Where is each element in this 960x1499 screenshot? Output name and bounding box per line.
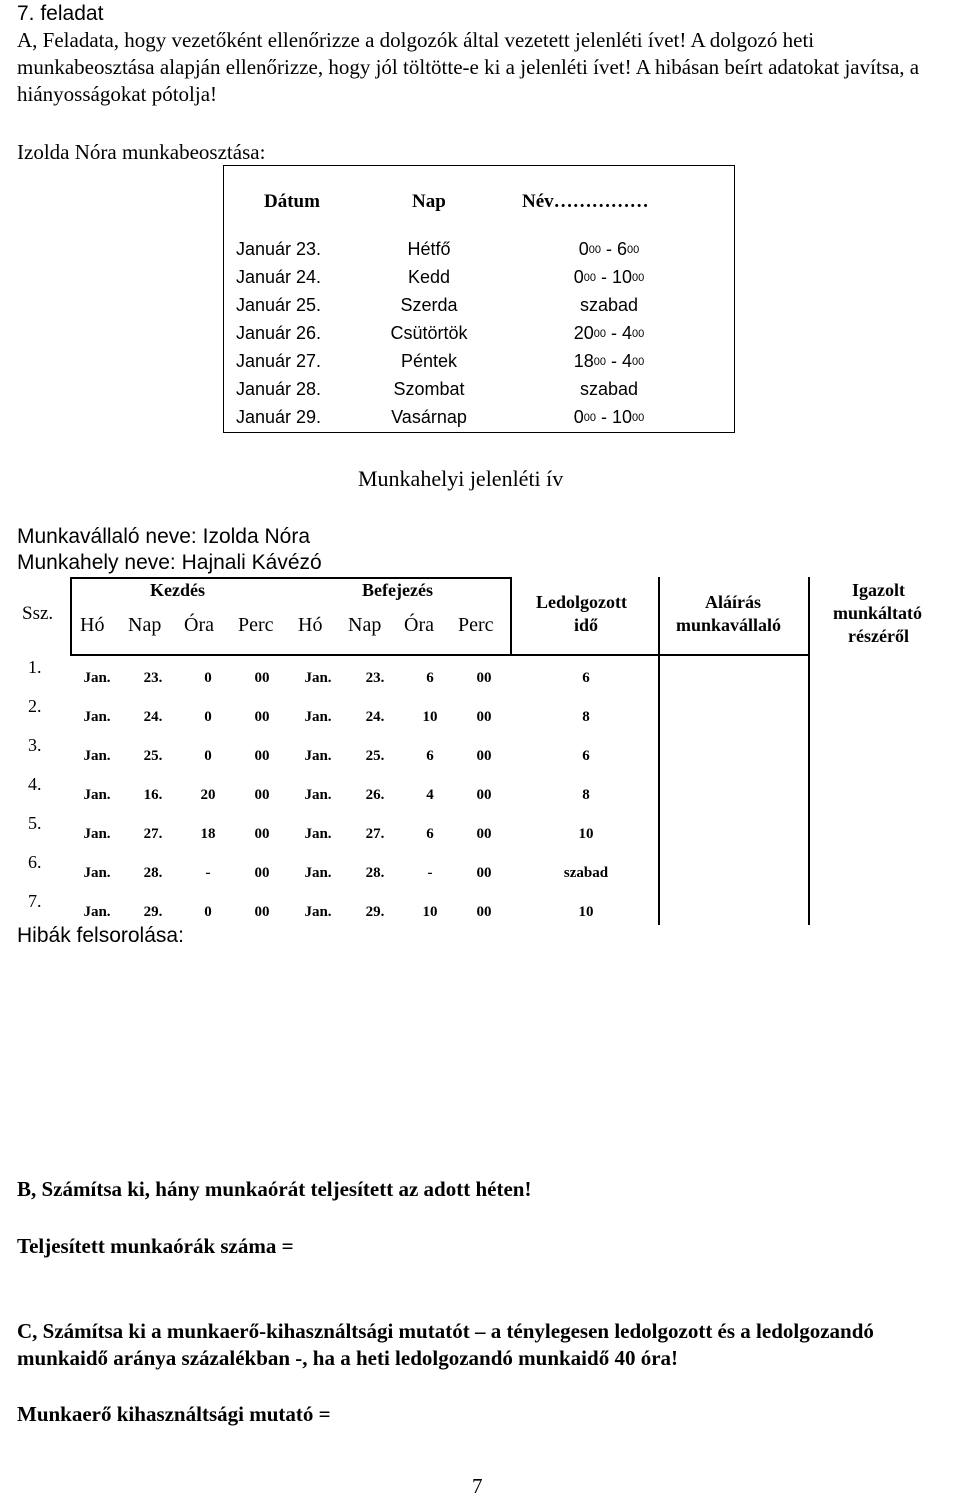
table-cell: 0	[204, 748, 212, 764]
schedule-time-t2: 4	[622, 351, 633, 371]
table-cell: Jan.	[304, 748, 332, 764]
schedule-date: Január 25.	[236, 295, 322, 315]
header-bottom-line	[70, 654, 810, 656]
table-cell: 18	[200, 826, 216, 842]
schedule-time-t1: 0	[573, 407, 584, 427]
schedule-time-sep: -	[606, 351, 622, 371]
table-cell: Jan.	[83, 865, 111, 881]
cert-header-2: munkáltató	[833, 603, 923, 623]
schedule-header-day: Nap	[412, 191, 446, 212]
schedule-time-t1: 18	[573, 351, 594, 371]
schedule-date: Január 29.	[236, 407, 322, 427]
task-intro: A, Feladata, hogy vezetőként ellenőrizze a dolgozók által vezetett jelenléti ívet! A dolgozó heti munkabeosztása alapján ellenőrizze, hogy jól töltötte-e ki a jelenléti ívet! A hibásan beírt adatokat javítsa, a hiányosságokat pótolja!	[17, 28, 920, 106]
table-cell: 00	[254, 826, 270, 842]
worked-header-1: Ledolgozott	[536, 592, 627, 612]
schedule-label: Izolda Nóra munkabeosztása:	[17, 140, 266, 164]
table-cell: Jan.	[83, 748, 111, 764]
table-cell: Jan.	[304, 826, 332, 842]
table-cell: 00	[476, 865, 492, 881]
grid-vline	[808, 577, 810, 925]
schedule-day: Szerda	[400, 295, 458, 315]
table-cell: Jan.	[83, 787, 111, 803]
table-cell: 24.	[365, 709, 385, 725]
schedule-row	[224, 379, 736, 407]
row-number: 7.	[28, 891, 42, 911]
table-cell: Jan.	[304, 787, 332, 803]
schedule-time-t1s: 00	[583, 412, 596, 424]
schedule-time	[529, 295, 689, 316]
schedule-header-name: Név……………	[522, 191, 649, 212]
schedule-time-sep: -	[606, 323, 622, 343]
schedule-date: Január 26.	[236, 323, 322, 343]
schedule-time-t1: 0	[573, 267, 584, 287]
schedule-time-t2s: 00	[632, 272, 645, 284]
table-cell: Jan.	[304, 865, 332, 881]
schedule-time-t2s: 00	[627, 244, 640, 256]
table-cell: 00	[254, 709, 270, 725]
table-cell: -	[427, 865, 433, 881]
schedule-time	[529, 379, 689, 400]
schedule-day: Szombat	[393, 379, 465, 399]
table-cell: 16.	[143, 787, 163, 803]
table-cell: Jan.	[83, 904, 111, 920]
worked-time-cell: 8	[582, 787, 590, 803]
table-cell: Jan.	[304, 709, 332, 725]
table-cell: 6	[426, 826, 434, 842]
row-number: 3.	[28, 735, 42, 755]
schedule-time-sep: -	[595, 267, 612, 287]
schedule-row	[224, 239, 736, 267]
schedule-time-t1s: 00	[588, 244, 601, 256]
table-cell: 23.	[365, 670, 385, 686]
table-cell: 00	[476, 826, 492, 842]
schedule-time-t2: 10	[611, 407, 633, 427]
schedule-time-text: szabad	[579, 379, 639, 399]
schedule-time-t1s: 00	[593, 328, 606, 340]
schedule-time-sep: -	[601, 239, 617, 259]
cert-header-1: Igazolt	[852, 580, 905, 600]
page-number: 7	[472, 1474, 483, 1498]
table-cell: 25.	[365, 748, 385, 764]
schedule-time	[529, 351, 689, 372]
column-header: Óra	[184, 614, 214, 636]
column-header: Perc	[458, 614, 494, 636]
table-cell: Jan.	[83, 670, 111, 686]
row-number: 6.	[28, 852, 42, 872]
task-title: 7. feladat	[17, 2, 104, 25]
table-cell: 24.	[143, 709, 163, 725]
table-cell: 00	[476, 904, 492, 920]
table-cell: 20	[200, 787, 216, 803]
part-b-answer-label: Teljesített munkaórák száma =	[17, 1234, 294, 1258]
table-cell: 0	[204, 670, 212, 686]
worked-time-cell: szabad	[563, 865, 609, 881]
worked-time-cell: 10	[578, 826, 594, 842]
schedule-date: Január 28.	[236, 379, 322, 399]
schedule-day: Péntek	[400, 351, 458, 371]
schedule-row	[224, 323, 736, 351]
schedule-row	[224, 407, 736, 435]
table-cell: Jan.	[83, 709, 111, 725]
errors-label: Hibák felsorolása:	[17, 924, 184, 947]
part-b-question: B, Számítsa ki, hány munkaórát teljesített az adott héten!	[17, 1177, 532, 1201]
grid-vline	[70, 577, 72, 654]
row-number: 1.	[28, 657, 42, 677]
grid-vline	[658, 577, 660, 925]
table-cell: 0	[204, 709, 212, 725]
column-header: Óra	[404, 614, 434, 636]
worked-time-cell: 6	[582, 670, 590, 686]
worked-time-cell: 6	[582, 748, 590, 764]
table-cell: 00	[254, 787, 270, 803]
table-cell: 00	[476, 670, 492, 686]
table-cell: 4	[426, 787, 434, 803]
schedule-time-t1s: 00	[583, 272, 596, 284]
schedule-date: Január 23.	[236, 239, 322, 259]
column-header: Hó	[298, 614, 323, 636]
schedule-time-t2: 6	[617, 239, 628, 259]
table-cell: Jan.	[83, 826, 111, 842]
table-cell: 10	[422, 709, 438, 725]
schedule-time	[529, 267, 689, 288]
table-cell: 00	[254, 865, 270, 881]
schedule-time-t2: 4	[622, 323, 633, 343]
table-cell: Jan.	[304, 670, 332, 686]
table-cell: 00	[476, 748, 492, 764]
worked-time-cell: 10	[578, 904, 594, 920]
row-number: 4.	[28, 774, 42, 794]
schedule-time-t1: 0	[578, 239, 589, 259]
attendance-title: Munkahelyi jelenléti ív	[358, 466, 564, 491]
cert-header-3: részéről	[848, 626, 909, 646]
schedule-time	[529, 239, 689, 260]
schedule-time-t1s: 00	[593, 356, 606, 368]
table-cell: 00	[476, 787, 492, 803]
ssz-header: Ssz.	[22, 603, 54, 624]
schedule-table	[223, 165, 735, 433]
table-cell: 0	[204, 904, 212, 920]
schedule-header-date: Dátum	[264, 191, 320, 212]
worked-header-2: idő	[574, 615, 599, 635]
table-cell: 6	[426, 748, 434, 764]
start-header: Kezdés	[150, 580, 205, 600]
sign-header-1: Aláírás	[705, 592, 761, 612]
schedule-time-t1: 20	[573, 323, 594, 343]
sign-header-2: munkavállaló	[676, 615, 782, 635]
employee-name: Munkavállaló neve: Izolda Nóra	[17, 525, 310, 548]
schedule-time	[529, 323, 689, 344]
header-top-line	[70, 577, 510, 579]
schedule-day: Vasárnap	[391, 407, 467, 427]
schedule-day: Hétfő	[407, 239, 451, 259]
worked-time-cell: 8	[582, 709, 590, 725]
table-cell: 6	[426, 670, 434, 686]
schedule-row	[224, 351, 736, 379]
schedule-time-sep: -	[595, 407, 612, 427]
table-cell: 26.	[365, 787, 385, 803]
schedule-row	[224, 295, 736, 323]
table-cell: 27.	[365, 826, 385, 842]
column-header: Perc	[238, 614, 274, 636]
workplace-name: Munkahely neve: Hajnali Kávézó	[17, 551, 322, 574]
table-cell: 28.	[365, 865, 385, 881]
row-number: 2.	[28, 696, 42, 716]
table-cell: 27.	[143, 826, 163, 842]
schedule-day: Kedd	[407, 267, 451, 287]
column-header: Nap	[128, 614, 162, 636]
schedule-time-t2s: 00	[632, 356, 645, 368]
schedule-row	[224, 267, 736, 295]
table-cell: 25.	[143, 748, 163, 764]
table-cell: 10	[422, 904, 438, 920]
table-cell: 00	[254, 670, 270, 686]
grid-vline	[510, 577, 512, 654]
schedule-time-t2s: 00	[632, 412, 645, 424]
schedule-time-t2: 10	[611, 267, 633, 287]
row-number: 5.	[28, 813, 42, 833]
schedule-time	[529, 407, 689, 428]
table-cell: 29.	[365, 904, 385, 920]
table-cell: 00	[254, 904, 270, 920]
part-c-question: C, Számítsa ki a munkaerő-kihasználtsági mutatót – a ténylegesen ledolgozott és a ledolgozandó munkaidő aránya százalékban -, ha a heti ledolgozandó munkaidő 40 óra!	[17, 1319, 874, 1370]
table-cell: -	[205, 865, 211, 881]
schedule-date: Január 27.	[236, 351, 322, 371]
schedule-time-text: szabad	[579, 295, 639, 315]
table-cell: 29.	[143, 904, 163, 920]
table-cell: 23.	[143, 670, 163, 686]
column-header: Hó	[80, 614, 105, 636]
column-header: Nap	[348, 614, 382, 636]
schedule-date: Január 24.	[236, 267, 322, 287]
end-header: Befejezés	[362, 580, 433, 600]
table-cell: Jan.	[304, 904, 332, 920]
part-c-answer-label: Munkaerő kihasználtsági mutató =	[17, 1402, 331, 1426]
table-cell: 00	[476, 709, 492, 725]
schedule-time-t2s: 00	[632, 328, 645, 340]
schedule-day: Csütörtök	[390, 323, 468, 343]
table-cell: 28.	[143, 865, 163, 881]
table-cell: 00	[254, 748, 270, 764]
